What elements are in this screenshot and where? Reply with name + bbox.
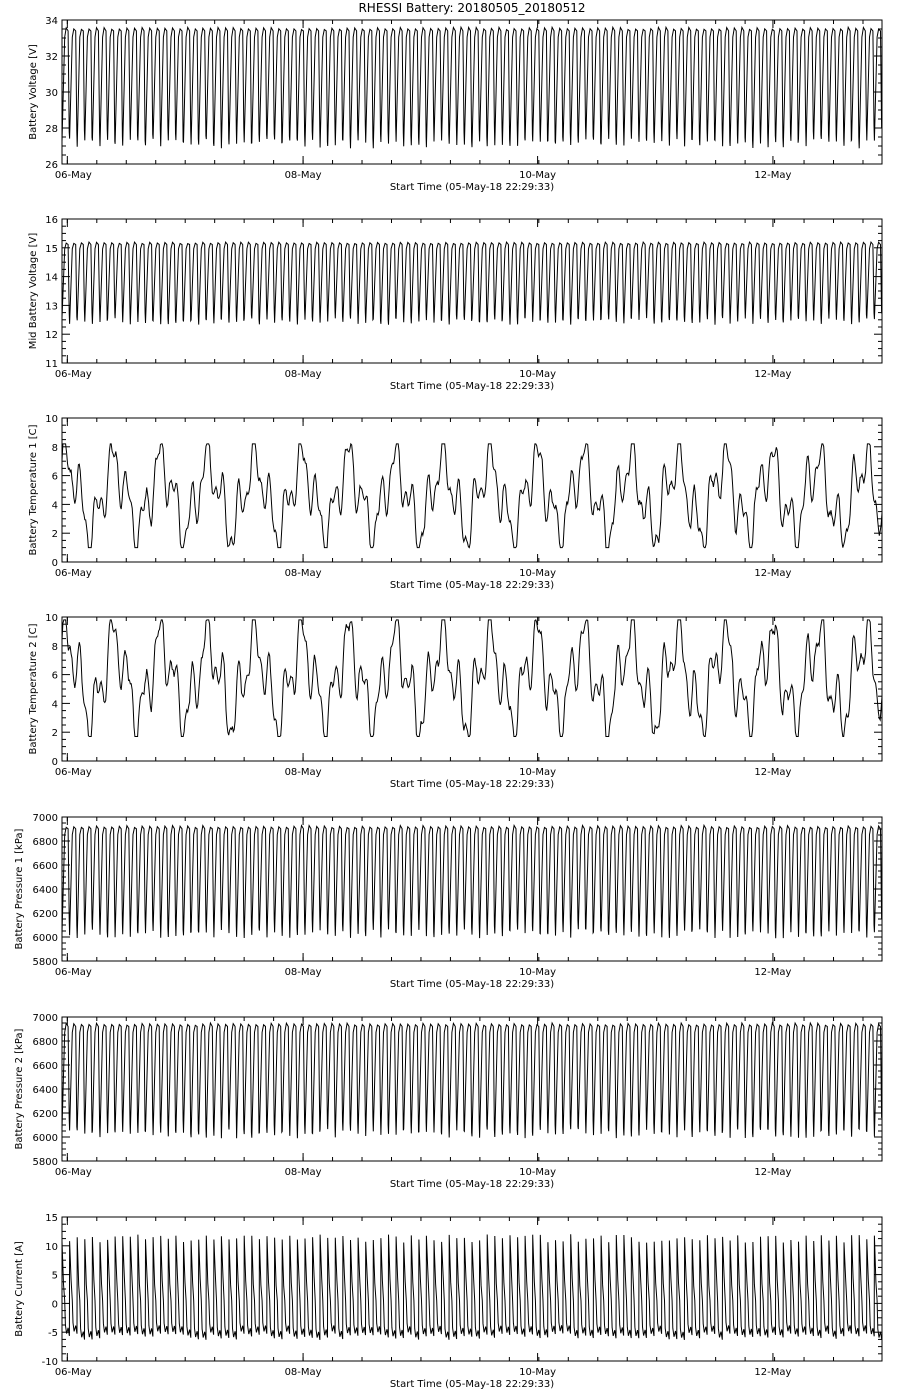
- x-tick-label: 08-May: [284, 767, 322, 778]
- y-tick-label: 4: [51, 500, 58, 512]
- y-tick-label: 2: [51, 529, 58, 541]
- y-tick-label: 6800: [32, 1037, 58, 1048]
- series-line: [62, 620, 882, 737]
- series-line: [62, 27, 882, 148]
- x-tick-label: 06-May: [54, 1167, 92, 1178]
- x-tick-label: 12-May: [754, 767, 792, 778]
- x-tick-label: 10-May: [519, 967, 557, 978]
- panel-4: [28, 613, 882, 790]
- x-tick-label: 12-May: [754, 1367, 792, 1378]
- x-tick-label: 08-May: [284, 967, 322, 978]
- panel-1: [28, 16, 882, 193]
- x-tick-label: 06-May: [54, 568, 92, 579]
- y-tick-label: 6200: [32, 1109, 58, 1120]
- y-tick-label: 10: [45, 1241, 58, 1253]
- y-axis-label: Battery Current [A]: [14, 1241, 25, 1337]
- y-tick-label: 6800: [32, 837, 58, 848]
- x-tick-label: 08-May: [284, 369, 322, 380]
- x-tick-label: 08-May: [284, 170, 322, 181]
- x-axis-label: Start Time (05-May-18 22:29:33): [389, 779, 555, 790]
- x-tick-label: 10-May: [519, 369, 557, 380]
- y-tick-label: -5: [48, 1328, 58, 1340]
- y-tick-label: 34: [45, 16, 58, 27]
- y-tick-label: 10: [45, 613, 58, 624]
- y-tick-label: 8: [51, 442, 58, 454]
- y-tick-label: 11: [45, 359, 58, 370]
- x-axis-label: Start Time (05-May-18 22:29:33): [389, 979, 555, 990]
- y-tick-label: 32: [45, 52, 58, 63]
- x-tick-label: 08-May: [284, 1167, 322, 1178]
- y-axis-label: Battery Voltage [V]: [28, 44, 39, 140]
- x-tick-label: 06-May: [54, 369, 92, 380]
- y-axis-label: Battery Pressure 1 [kPa]: [14, 828, 25, 950]
- y-tick-label: 15: [45, 1213, 58, 1224]
- y-tick-label: 4: [51, 699, 58, 711]
- y-axis-label: Battery Temperature 1 [C]: [28, 424, 39, 556]
- x-axis-label: Start Time (05-May-18 22:29:33): [389, 381, 555, 392]
- panels-group: [14, 16, 882, 1390]
- x-tick-label: 12-May: [754, 369, 792, 380]
- x-tick-label: 08-May: [284, 568, 322, 579]
- y-axis-label: Battery Pressure 2 [kPa]: [14, 1028, 25, 1150]
- panel-3: [28, 414, 882, 591]
- y-axis-label: Mid Battery Voltage [V]: [28, 232, 39, 350]
- y-tick-label: 5800: [32, 1157, 58, 1168]
- y-tick-label: 16: [45, 215, 58, 226]
- y-tick-label: 6400: [32, 885, 58, 896]
- x-axis-label: Start Time (05-May-18 22:29:33): [389, 1379, 555, 1390]
- y-tick-label: 6200: [32, 909, 58, 920]
- y-tick-label: 0: [51, 757, 58, 768]
- y-tick-label: -10: [41, 1357, 58, 1368]
- x-tick-label: 12-May: [754, 967, 792, 978]
- series-line: [62, 444, 882, 548]
- panel-7: [14, 1213, 882, 1390]
- y-tick-label: 10: [45, 414, 58, 425]
- panel-6: [14, 1013, 882, 1190]
- series-line: [62, 1234, 882, 1340]
- y-tick-label: 8: [51, 641, 58, 653]
- y-tick-label: 14: [45, 272, 58, 284]
- x-axis-label: Start Time (05-May-18 22:29:33): [389, 580, 555, 591]
- y-tick-label: 7000: [32, 1013, 58, 1024]
- y-tick-label: 26: [45, 160, 58, 171]
- x-tick-label: 10-May: [519, 170, 557, 181]
- y-tick-label: 28: [45, 124, 58, 135]
- x-tick-label: 12-May: [754, 170, 792, 181]
- y-tick-label: 6600: [32, 861, 58, 872]
- series-line: [62, 825, 882, 938]
- y-tick-label: 7000: [32, 813, 58, 824]
- x-axis-label: Start Time (05-May-18 22:29:33): [389, 1179, 555, 1190]
- y-tick-label: 5800: [32, 957, 58, 968]
- x-tick-label: 12-May: [754, 1167, 792, 1178]
- y-tick-label: 12: [45, 330, 58, 342]
- series-line: [62, 242, 882, 325]
- y-tick-label: 15: [45, 243, 58, 255]
- y-tick-label: 6600: [32, 1061, 58, 1072]
- x-tick-label: 10-May: [519, 568, 557, 579]
- x-tick-label: 08-May: [284, 1367, 322, 1378]
- x-tick-label: 10-May: [519, 1367, 557, 1378]
- y-tick-label: 30: [45, 88, 58, 99]
- x-axis-label: Start Time (05-May-18 22:29:33): [389, 182, 555, 193]
- y-tick-label: 5: [51, 1270, 58, 1282]
- x-tick-label: 12-May: [754, 568, 792, 579]
- y-tick-label: 6400: [32, 1085, 58, 1096]
- y-tick-label: 6: [51, 670, 58, 682]
- y-tick-label: 2: [51, 728, 58, 740]
- y-tick-label: 0: [51, 1299, 58, 1311]
- y-tick-label: 0: [51, 558, 58, 569]
- x-tick-label: 10-May: [519, 1167, 557, 1178]
- series-line: [62, 1023, 882, 1138]
- y-tick-label: 6000: [32, 933, 58, 944]
- y-axis-label: Battery Temperature 2 [C]: [28, 623, 39, 755]
- x-tick-label: 06-May: [54, 767, 92, 778]
- panel-2: [28, 215, 882, 392]
- plot-frame: [62, 418, 882, 562]
- y-tick-label: 6: [51, 471, 58, 483]
- x-tick-label: 06-May: [54, 967, 92, 978]
- y-tick-label: 6000: [32, 1133, 58, 1144]
- figure-title: RHESSI Battery: 20180505_20180512: [358, 1, 586, 15]
- x-tick-label: 06-May: [54, 1367, 92, 1378]
- y-tick-label: 13: [45, 301, 58, 313]
- x-tick-label: 10-May: [519, 767, 557, 778]
- panel-5: [14, 813, 882, 990]
- x-tick-label: 06-May: [54, 170, 92, 181]
